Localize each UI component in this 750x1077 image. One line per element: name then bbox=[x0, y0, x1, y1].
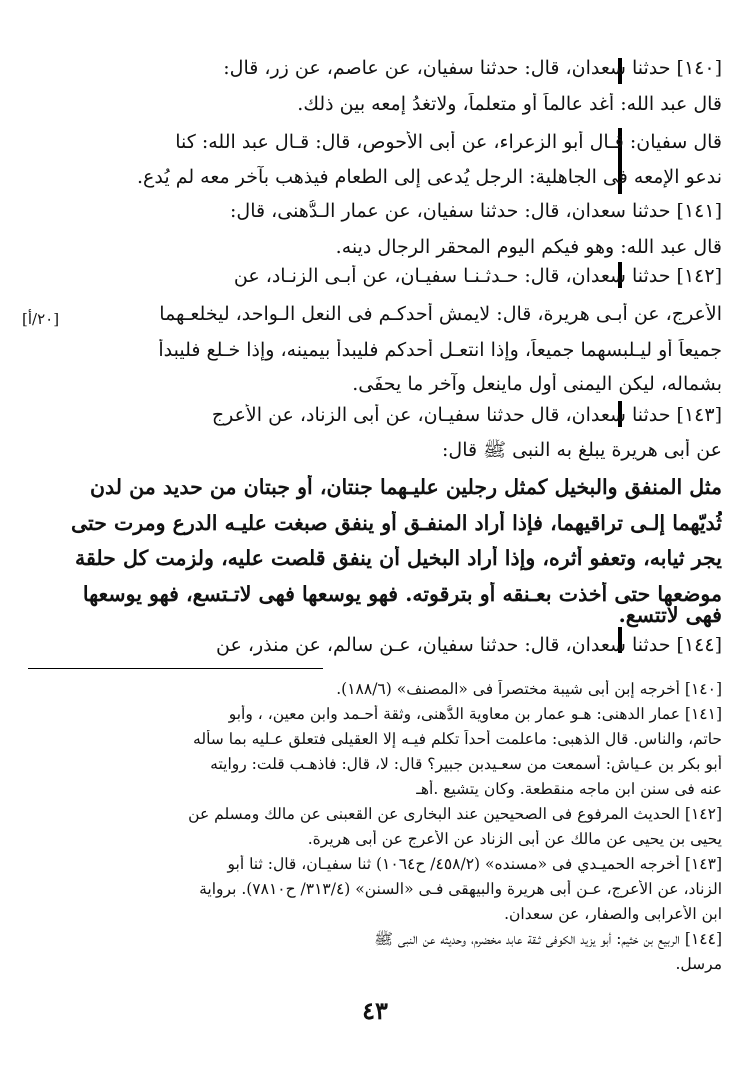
footnote-line: [١٤٢] الحديث المرفوع فى الصحيحين عند البخارى عن القعبنى عن مالك ومسلم عن bbox=[188, 805, 722, 823]
text-line: قال سفيان: قـال أبو الزعراء، عن أبى الأحوص، قال: قـال عبد الله: كنا bbox=[175, 131, 722, 153]
text-line: قال عبد الله: وهو فيكم اليوم المحقر الرجال دينه. bbox=[335, 236, 722, 258]
footnote-line: [١٤١] عمار الدهنى: هـو عمار بن معاوية الدُّهنى، وثقة أحـمد وابن معين، ، وأبو bbox=[228, 705, 722, 723]
footnote-divider bbox=[28, 668, 323, 669]
footnote-line: ابن الأعرابى والصفار، عن سعدان. bbox=[504, 905, 722, 923]
text-line: [١٤٢] حدثنا سعدان، قال: حـدثـنـا سفيـان، عن أبـى الزنـاد، عن bbox=[233, 265, 722, 287]
footnote-line: [١٤٤] الربيع بن خثيم: أبو يزيد الكوفى ثـقة عابد مخضرم، وحديثه عن النبى ﷺ bbox=[374, 930, 722, 948]
hadith-line: ثُديّهما إلـى تراقيهما، فإذا أراد المنفـق أو ينفق صبغت عليـه الدرع ومرت حتى bbox=[70, 511, 722, 535]
footnote-line: يحيى بن يحيى عن مالك عن أبى الزناد عن الأعرج عن أبى هريرة. bbox=[307, 830, 722, 848]
hadith-line: فهى لاتتسع. bbox=[618, 603, 722, 627]
hadith-line: يجر ثيابه، وتعفو أثره، وإذا أراد البخيل أن ينفق قلصت عليه، ولزمت كل حلقة bbox=[74, 546, 722, 570]
hadith-line: موضعها حتى أخذت بعـنقه أو بترقوته. فهو يوسعها فهى لاتـتسع، فهو يوسعها bbox=[82, 582, 722, 606]
hadith-line: مثل المنفق والبخيل كمثل رجلين عليـهما جنتان، أو جبتان من حديد من لدن bbox=[89, 475, 722, 499]
text-line: [١٤٤] حدثنا سعدان، قال: حدثنا سفيان، عـن سالم، عن منذر، عن bbox=[216, 634, 722, 656]
footnote-line: حاتم، والناس. قال الذهبى: ماعلمت أحداً تكلم فيـه إلا العقيلى فتعلق عـليه بما سأله bbox=[193, 730, 722, 748]
text-line: [١٤١] حدثنا سعدان، قال: حدثنا سفيان، عن عمار الـدُّهنى، قال: bbox=[229, 200, 722, 222]
text-line: قال عبد الله: أُغد عالماً أو متعلماً، ولاتغدُ إمعه بين ذلك. bbox=[297, 93, 722, 115]
folio-marker: [٢٠/أ] bbox=[22, 310, 60, 328]
text-line: [١٤٣] حدثنا سعدان، قال حدثنا سفيـان، عن أبى الزناد، عن الأعرج bbox=[211, 404, 722, 426]
footnote-line: مرسل. bbox=[675, 955, 722, 973]
page-number: ٤٣ bbox=[362, 996, 388, 1025]
text-line: [١٤٠] حدثنا سعدان، قال: حدثنا سفيان، عن عاصم، عن زر، قال: bbox=[223, 57, 722, 79]
text-line: ندعو الإمعه فى الجاهلية: الرجل يُدعى إلى الطعام فيذهب بآخر معه لم يُدع. bbox=[137, 166, 722, 188]
footnote-line: عنه فى سنن ابن ماجه منقطعة. وكان يتشيع .أهـ bbox=[416, 780, 722, 798]
text-line: بشماله، ليكن اليمنى أول ماينعل وآخر ما يحفَى. bbox=[352, 373, 722, 395]
footnote-line: [١٤٠] أخرجه إبن أبى شيبة مختصراً فى «المصنف» (١٨٨/٦). bbox=[336, 680, 722, 698]
text-line: جميعاً أو ليـلبسهما جميعاً، وإذا انتعـل أحدكم فليبدأ بيمينه، وإذا خـلع فليبدأ bbox=[158, 339, 722, 361]
footnote-line: الزناد، عن الأعرج، عـن أبى هريرة والبيهقى فـى «السنن» (٣١٣/٤/ ح٧٨١٠). برواية bbox=[199, 880, 722, 898]
text-line: عن أبى هريرة يبلغ به النبى ﷺ قال: bbox=[441, 439, 722, 461]
footnote-line: [١٤٣] أخرجه الحميـدي فى «مسنده» (٤٥٨/٢/ ح١٠٦٤) ثنا سفيـان، قال: ثنا أبو bbox=[227, 855, 722, 873]
text-line: الأعرج، عن أبـى هريرة، قال: لايمش أحدكـم فى النعل الـواحد، ليخلعـهما bbox=[159, 303, 722, 325]
footnote-line: أبو بكر بن عـياش: أسمعت من سعـيدبن جبير؟ قال: لا، قال: فاذهـب قلت: روايته bbox=[210, 755, 722, 773]
